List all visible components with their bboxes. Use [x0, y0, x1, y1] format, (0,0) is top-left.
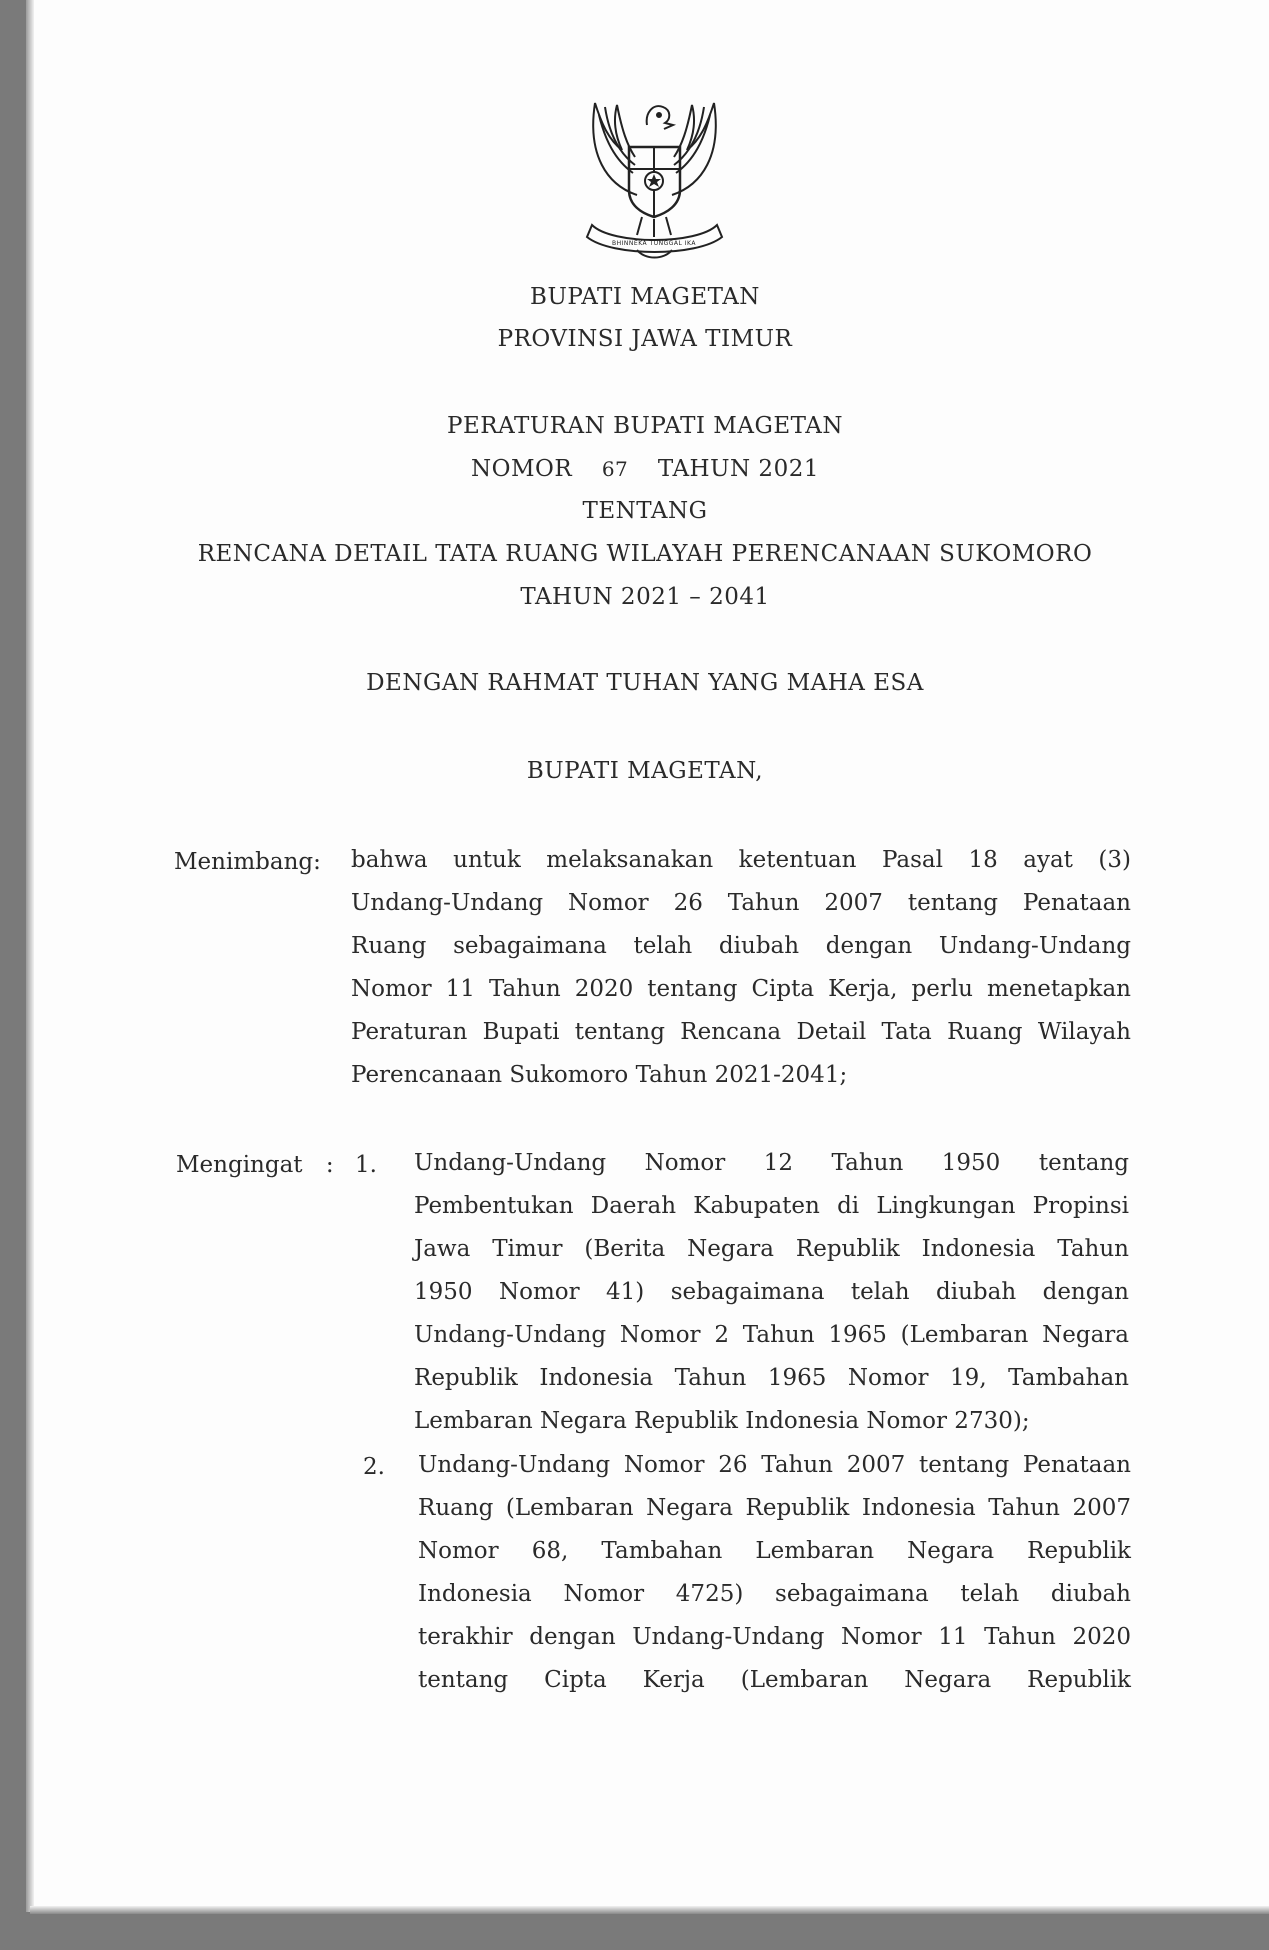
scan-border-bottom — [0, 1912, 1269, 1950]
authority-line: BUPATI MAGETAN, — [526, 758, 764, 784]
garuda-emblem-icon — [567, 85, 742, 270]
scan-border-left-shadow — [26, 0, 34, 1950]
menimbang-line: Undang-Undang Nomor 26 Tahun 2007 tentang Penataan — [351, 890, 1131, 916]
mengingat-item-number: 1. — [355, 1152, 377, 1178]
mengingat-item-line: Undang-Undang Nomor 2 Tahun 1965 (Lembaran Negara — [414, 1322, 1129, 1348]
mengingat-item-line: Indonesia Nomor 4725) sebagaimana telah diubah — [418, 1581, 1131, 1607]
menimbang-line: Nomor 11 Tahun 2020 tentang Cipta Kerja, perlu menetapkan — [351, 976, 1131, 1002]
menimbang-line: Ruang sebagaimana telah diubah dengan Undang-Undang — [351, 933, 1131, 959]
menimbang-colon: : — [313, 849, 321, 875]
mengingat-colon: : — [325, 1152, 334, 1178]
mengingat-item-line: Pembentukan Daerah Kabupaten di Lingkungan Propinsi — [414, 1193, 1129, 1219]
mengingat-item-line: Nomor 68, Tambahan Lembaran Negara Republik — [418, 1538, 1131, 1564]
mengingat-item-line: 1950 Nomor 41) sebagaimana telah diubah dengan — [414, 1279, 1129, 1305]
blessing-line: DENGAN RAHMAT TUHAN YANG MAHA ESA — [366, 670, 924, 696]
mengingat-item-line: Undang-Undang Nomor 26 Tahun 2007 tentang Penataan — [418, 1452, 1131, 1478]
province-title: PROVINSI JAWA TIMUR — [497, 326, 793, 352]
mengingat-item-line: Ruang (Lembaran Negara Republik Indonesia Tahun 2007 — [418, 1495, 1131, 1521]
mengingat-item-number: 2. — [363, 1454, 385, 1480]
subject-line-2: TAHUN 2021 – 2041 — [520, 584, 770, 610]
scan-border-bottom-shadow — [30, 1906, 1269, 1914]
tahun-label: TAHUN 2021 — [657, 456, 819, 482]
nomor-label: NOMOR — [471, 456, 573, 482]
subject-line-1: RENCANA DETAIL TATA RUANG WILAYAH PERENCANAAN SUKOMORO — [197, 541, 1093, 567]
mengingat-item-line: Lembaran Negara Republik Indonesia Nomor 2730); — [414, 1408, 1030, 1434]
regulation-number-line — [145, 456, 1145, 482]
mengingat-item-line: Jawa Timur (Berita Negara Republik Indonesia Tahun — [414, 1236, 1129, 1262]
mengingat-item-line: tentang Cipta Kerja (Lembaran Negara Republik — [418, 1667, 1131, 1693]
emblem-motto: BHINNEKA TUNGGAL IKA — [612, 240, 696, 247]
mengingat-item-line: terakhir dengan Undang-Undang Nomor 11 Tahun 2020 — [418, 1624, 1131, 1650]
menimbang-line: Perencanaan Sukomoro Tahun 2021-2041; — [351, 1062, 848, 1088]
nomor-value: 67 — [601, 457, 629, 481]
tentang-heading: TENTANG — [582, 498, 708, 524]
office-title: BUPATI MAGETAN — [530, 284, 760, 310]
menimbang-label — [174, 849, 321, 875]
mengingat-label — [176, 1152, 334, 1178]
menimbang-label-text: Menimbang — [174, 849, 314, 875]
mengingat-item-line: Undang-Undang Nomor 12 Tahun 1950 tentang — [414, 1150, 1129, 1176]
mengingat-item-line: Republik Indonesia Tahun 1965 Nomor 19, Tambahan — [414, 1365, 1129, 1391]
mengingat-label-text: Mengingat — [176, 1152, 303, 1178]
menimbang-line: Peraturan Bupati tentang Rencana Detail Tata Ruang Wilayah — [351, 1019, 1131, 1045]
menimbang-line: bahwa untuk melaksanakan ketentuan Pasal 18 ayat (3) — [351, 847, 1131, 873]
regulation-title: PERATURAN BUPATI MAGETAN — [447, 413, 843, 439]
